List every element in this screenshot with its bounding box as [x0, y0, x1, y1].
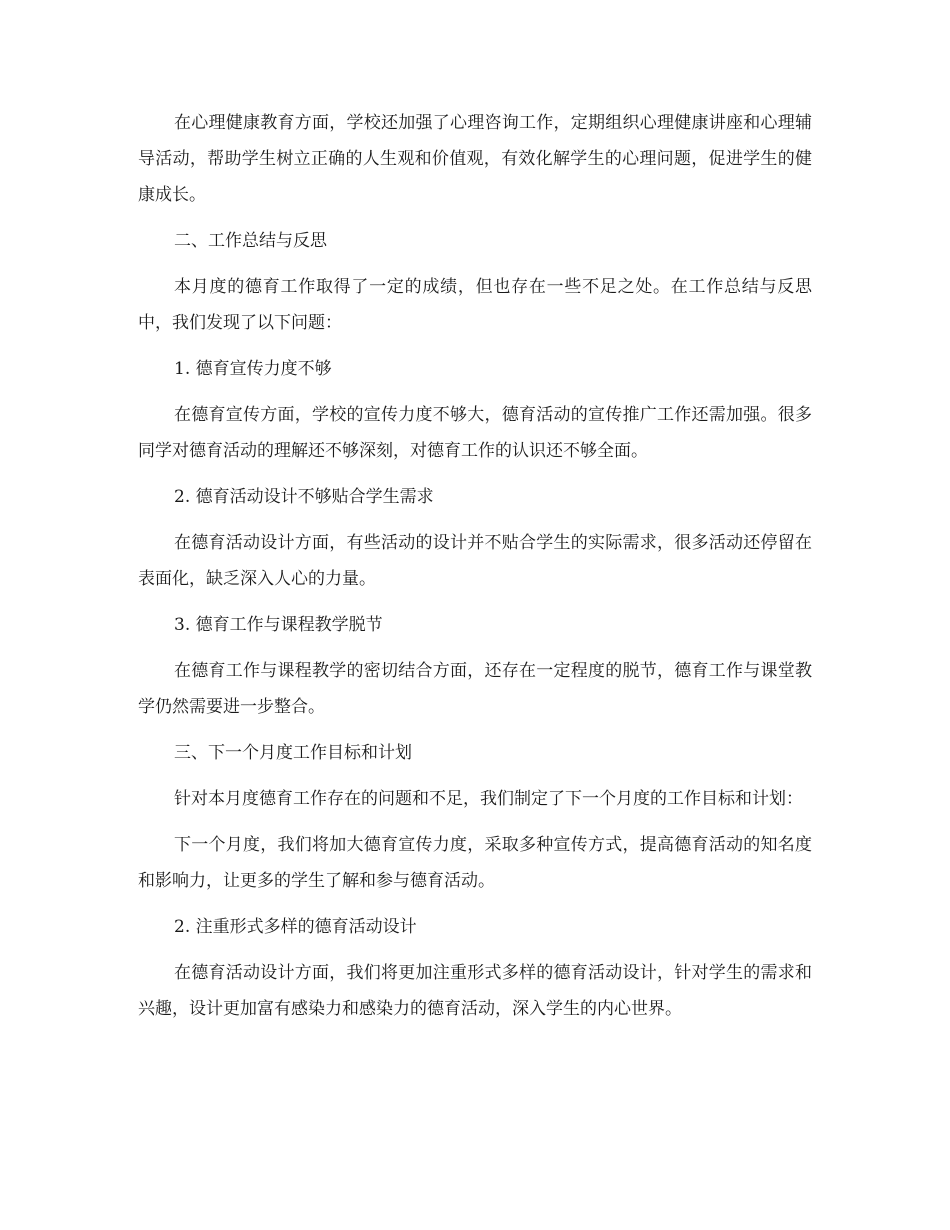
paragraph-next-month-intro: 针对本月度德育工作存在的问题和不足，我们制定了下一个月度的工作目标和计划：	[174, 789, 803, 809]
subheading-diverse-activities: 2. 注重形式多样的德育活动设计	[174, 917, 417, 937]
section-heading-summary: 二、工作总结与反思	[174, 231, 327, 251]
paragraph-next-month-publicity: 下一个月度，我们将加大德育宣传力度，采取多种宣传方式，提高德育活动的知名度和影响力，让更多的学生了解和参与德育活动。	[138, 835, 812, 891]
paragraph-curriculum: 在德育工作与课程教学的密切结合方面，还存在一定程度的脱节，德育工作与课堂教学仍然需要进一步整合。	[138, 661, 812, 717]
document-body	[138, 105, 812, 1037]
paragraph-summary-intro: 本月度的德育工作取得了一定的成绩，但也存在一些不足之处。在工作总结与反思中，我们发现了以下问题：	[138, 277, 812, 333]
subheading-curriculum: 3. 德育工作与课程教学脱节	[174, 615, 383, 635]
paragraph-activity-design: 在德育活动设计方面，有些活动的设计并不贴合学生的实际需求，很多活动还停留在表面化，缺乏深入人心的力量。	[138, 533, 812, 589]
subheading-publicity: 1. 德育宣传力度不够	[174, 359, 332, 379]
paragraph-publicity: 在德育宣传方面，学校的宣传力度不够大，德育活动的宣传推广工作还需加强。很多同学对德育活动的理解还不够深刻，对德育工作的认识还不够全面。	[138, 405, 812, 461]
subheading-activity-design: 2. 德育活动设计不够贴合学生需求	[174, 487, 434, 507]
paragraph-diverse-activities: 在德育活动设计方面，我们将更加注重形式多样的德育活动设计，针对学生的需求和兴趣，设计更加富有感染力和感染力的德育活动，深入学生的内心世界。	[138, 963, 812, 1019]
section-heading-next-month: 三、下一个月度工作目标和计划	[174, 743, 412, 763]
paragraph-mental-health: 在心理健康教育方面，学校还加强了心理咨询工作，定期组织心理健康讲座和心理辅导活动，帮助学生树立正确的人生观和价值观，有效化解学生的心理问题，促进学生的健康成长。	[138, 113, 812, 205]
